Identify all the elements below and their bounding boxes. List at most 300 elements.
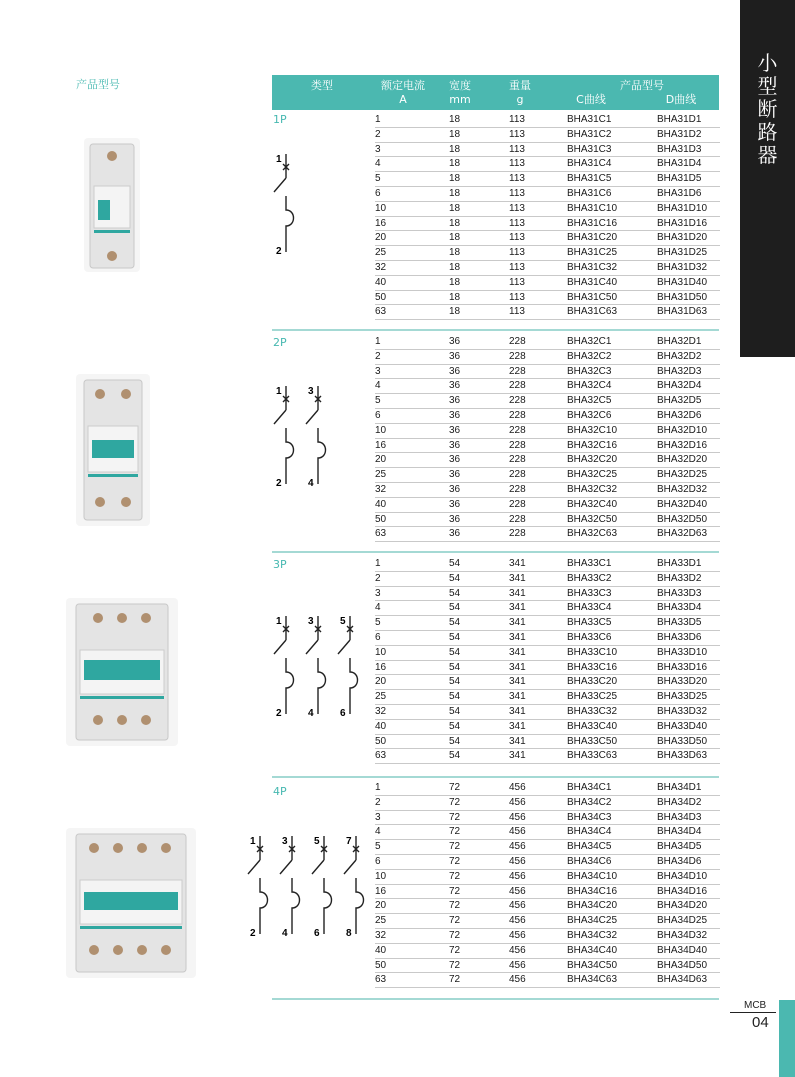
c-curve-model-cell: BHA33C50	[567, 735, 618, 747]
table-row	[375, 291, 720, 306]
c-curve-model-cell: BHA32C50	[567, 513, 618, 525]
group-divider	[272, 329, 719, 331]
breaker-photo-1p	[84, 138, 140, 272]
c-curve-model-cell: BHA34C5	[567, 841, 612, 853]
d-curve-model-cell: BHA32D16	[657, 439, 708, 451]
c-curve-model-cell: BHA33C1	[567, 558, 612, 569]
width-cell: 72	[449, 811, 461, 823]
c-curve-model-cell: BHA33C16	[567, 661, 618, 673]
group-divider	[272, 998, 719, 1000]
weight-cell: 113	[509, 291, 525, 303]
width-cell: 36	[449, 350, 461, 362]
d-curve-model-cell: BHA31D6	[657, 187, 702, 199]
weight-cell: 228	[509, 350, 526, 362]
c-curve-model-cell: BHA32C63	[567, 528, 618, 540]
c-curve-model-cell: BHA31C20	[567, 232, 618, 244]
weight-cell: 228	[509, 365, 526, 377]
terminal-label: 5	[340, 616, 346, 627]
width-cell: 54	[449, 587, 461, 599]
d-curve-model-cell: BHA32D2	[657, 350, 702, 362]
table-row	[375, 749, 720, 764]
d-curve-model-cell: BHA33D5	[657, 617, 702, 629]
rated-current-cell: 3	[375, 587, 381, 599]
width-cell: 54	[449, 602, 461, 614]
width-cell: 36	[449, 528, 461, 540]
terminal-label: 1	[276, 386, 282, 397]
rated-current-cell: 32	[375, 705, 387, 717]
c-curve-model-cell: BHA32C2	[567, 350, 612, 362]
table-row	[375, 453, 720, 468]
c-curve-model-cell: BHA34C40	[567, 944, 618, 956]
c-curve-model-cell: BHA34C2	[567, 796, 612, 808]
rated-current-cell: 25	[375, 469, 387, 481]
rated-current-cell: 63	[375, 528, 387, 540]
d-curve-model-cell: BHA34D32	[657, 929, 708, 941]
side-title-char: 路	[757, 120, 778, 144]
c-curve-model-cell: BHA33C6	[567, 631, 612, 643]
terminal-label: 4	[308, 708, 314, 719]
d-curve-model-cell: BHA32D25	[657, 469, 708, 481]
header-weight-unit: g	[516, 93, 524, 106]
width-cell: 54	[449, 750, 461, 762]
d-curve-model-cell: BHA32D50	[657, 513, 708, 525]
d-curve-model-cell: BHA31D3	[657, 143, 702, 155]
width-cell: 36	[449, 454, 461, 466]
weight-cell: 228	[509, 395, 526, 407]
weight-cell: 456	[509, 959, 526, 971]
d-curve-model-cell: BHA31D1	[657, 114, 702, 125]
weight-cell: 228	[509, 498, 526, 510]
rated-current-cell: 50	[375, 959, 387, 971]
width-cell: 72	[449, 900, 461, 912]
weight-cell: 456	[509, 826, 526, 838]
d-curve-model-cell: BHA34D3	[657, 811, 702, 823]
rated-current-cell: 32	[375, 483, 387, 495]
pole-symbol	[312, 836, 332, 934]
rated-current-cell: 4	[375, 158, 381, 170]
rated-current-cell: 3	[375, 811, 381, 823]
d-curve-model-cell: BHA33D16	[657, 661, 708, 673]
width-cell: 18	[449, 291, 461, 303]
c-curve-model-cell: BHA34C1	[567, 782, 612, 793]
d-curve-model-cell: BHA34D63	[657, 974, 708, 986]
d-curve-model-cell: BHA33D63	[657, 750, 708, 762]
d-curve-model-cell: BHA32D63	[657, 528, 708, 540]
side-title-char: 器	[757, 143, 778, 167]
c-curve-model-cell: BHA31C2	[567, 128, 612, 140]
width-cell: 18	[449, 261, 461, 273]
c-curve-model-cell: BHA31C4	[567, 158, 612, 170]
d-curve-model-cell: BHA33D50	[657, 735, 708, 747]
rated-current-cell: 5	[375, 173, 381, 185]
d-curve-model-cell: BHA32D1	[657, 336, 702, 347]
width-cell: 54	[449, 617, 461, 629]
c-curve-model-cell: BHA34C3	[567, 811, 612, 823]
width-cell: 36	[449, 483, 461, 495]
d-curve-model-cell: BHA32D32	[657, 483, 708, 495]
weight-cell: 456	[509, 915, 526, 927]
table-row	[375, 335, 720, 350]
c-curve-model-cell: BHA32C10	[567, 424, 618, 436]
weight-cell: 228	[509, 424, 526, 436]
weight-cell: 341	[509, 750, 526, 762]
weight-cell: 228	[509, 409, 526, 421]
weight-cell: 113	[509, 232, 525, 244]
weight-cell: 456	[509, 782, 526, 793]
table-row	[375, 899, 720, 914]
d-curve-model-cell: BHA31D10	[657, 202, 708, 214]
table-row	[375, 305, 720, 320]
rated-current-cell: 6	[375, 855, 381, 867]
c-curve-model-cell: BHA34C63	[567, 974, 618, 986]
d-curve-model-cell: BHA33D3	[657, 587, 702, 599]
circuit-diagram-4p	[240, 830, 382, 946]
weight-cell: 341	[509, 602, 526, 614]
d-curve-model-cell: BHA32D6	[657, 409, 702, 421]
width-cell: 72	[449, 915, 461, 927]
rated-current-cell: 4	[375, 826, 381, 838]
weight-cell: 456	[509, 974, 526, 986]
table-row	[375, 661, 720, 676]
table-row	[375, 231, 720, 246]
c-curve-model-cell: BHA31C10	[567, 202, 618, 214]
c-curve-model-cell: BHA33C40	[567, 720, 618, 732]
weight-cell: 228	[509, 469, 526, 481]
pole-symbol	[344, 836, 364, 934]
c-curve-model-cell: BHA31C40	[567, 276, 618, 288]
side-title	[740, 52, 795, 167]
d-curve-model-cell: BHA34D5	[657, 841, 702, 853]
width-cell: 72	[449, 796, 461, 808]
header-width: 宽度	[449, 79, 471, 92]
weight-cell: 113	[509, 187, 525, 199]
rated-current-cell: 3	[375, 143, 381, 155]
rated-current-cell: 6	[375, 409, 381, 421]
width-cell: 36	[449, 469, 461, 481]
c-curve-model-cell: BHA34C4	[567, 826, 612, 838]
table-row	[375, 439, 720, 454]
rated-current-cell: 4	[375, 602, 381, 614]
table-row	[375, 217, 720, 232]
table-row	[375, 379, 720, 394]
c-curve-model-cell: BHA31C3	[567, 143, 612, 155]
side-title-char: 型	[757, 74, 778, 98]
rated-current-cell: 40	[375, 720, 387, 732]
width-cell: 18	[449, 187, 461, 199]
table-row	[375, 796, 720, 811]
rated-current-cell: 16	[375, 217, 387, 229]
weight-cell: 341	[509, 646, 526, 658]
table-row	[375, 498, 720, 513]
terminal-label: 2	[276, 246, 282, 257]
width-cell: 18	[449, 276, 461, 288]
table-row	[375, 601, 720, 616]
c-curve-model-cell: BHA33C25	[567, 691, 618, 703]
rated-current-cell: 20	[375, 454, 387, 466]
weight-cell: 113	[509, 261, 525, 273]
table-row	[375, 572, 720, 587]
table-row	[375, 825, 720, 840]
d-curve-model-cell: BHA32D5	[657, 395, 702, 407]
d-curve-model-cell: BHA34D2	[657, 796, 702, 808]
table-row	[375, 631, 720, 646]
c-curve-model-cell: BHA32C40	[567, 498, 618, 510]
table-row	[375, 811, 720, 826]
d-curve-model-cell: BHA31D4	[657, 158, 702, 170]
c-curve-model-cell: BHA33C3	[567, 587, 612, 599]
width-cell: 18	[449, 128, 461, 140]
table-row	[375, 973, 720, 988]
d-curve-model-cell: BHA34D50	[657, 959, 708, 971]
group-label-2p: 2P	[273, 336, 287, 349]
weight-cell: 456	[509, 841, 526, 853]
rated-current-cell: 10	[375, 424, 387, 436]
weight-cell: 113	[509, 217, 525, 229]
table-row	[375, 929, 720, 944]
d-curve-model-cell: BHA33D25	[657, 691, 708, 703]
rated-current-cell: 4	[375, 380, 381, 392]
table-row	[375, 527, 720, 542]
c-curve-model-cell: BHA32C4	[567, 380, 612, 392]
table-row	[375, 616, 720, 631]
c-curve-model-cell: BHA33C4	[567, 602, 612, 614]
d-curve-model-cell: BHA33D2	[657, 572, 702, 584]
c-curve-model-cell: BHA34C50	[567, 959, 618, 971]
weight-cell: 228	[509, 513, 526, 525]
circuit-diagram-2p	[266, 380, 344, 496]
weight-cell: 113	[509, 173, 525, 185]
weight-cell: 113	[509, 114, 525, 125]
terminal-label: 2	[276, 478, 282, 489]
c-curve-model-cell: BHA32C5	[567, 395, 612, 407]
weight-cell: 456	[509, 811, 526, 823]
table-row	[375, 587, 720, 602]
rated-current-cell: 5	[375, 841, 381, 853]
c-curve-model-cell: BHA34C16	[567, 885, 618, 897]
c-curve-model-cell: BHA33C10	[567, 646, 618, 658]
c-curve-model-cell: BHA34C20	[567, 900, 618, 912]
d-curve-model-cell: BHA33D1	[657, 558, 702, 569]
pole-symbol	[280, 836, 300, 934]
width-cell: 36	[449, 395, 461, 407]
header-model: 产品型号	[620, 79, 664, 92]
weight-cell: 341	[509, 735, 526, 747]
c-curve-model-cell: BHA31C63	[567, 306, 618, 318]
rated-current-cell: 16	[375, 885, 387, 897]
weight-cell: 228	[509, 528, 526, 540]
c-curve-model-cell: BHA32C20	[567, 454, 618, 466]
width-cell: 18	[449, 232, 461, 244]
c-curve-model-cell: BHA33C20	[567, 676, 618, 688]
width-cell: 18	[449, 217, 461, 229]
footer-accent-bar	[779, 1000, 795, 1077]
width-cell: 36	[449, 365, 461, 377]
d-curve-model-cell: BHA31D2	[657, 128, 702, 140]
terminal-label: 8	[346, 928, 352, 939]
terminal-label: 4	[282, 928, 288, 939]
d-curve-model-cell: BHA33D20	[657, 676, 708, 688]
rated-current-cell: 20	[375, 900, 387, 912]
pole-symbol	[338, 616, 358, 714]
width-cell: 54	[449, 691, 461, 703]
terminal-label: 5	[314, 836, 320, 847]
c-curve-model-cell: BHA32C25	[567, 469, 618, 481]
width-cell: 54	[449, 558, 461, 569]
weight-cell: 456	[509, 929, 526, 941]
rated-current-cell: 2	[375, 350, 381, 362]
weight-cell: 113	[509, 128, 525, 140]
weight-cell: 456	[509, 900, 526, 912]
width-cell: 36	[449, 409, 461, 421]
table-row	[375, 870, 720, 885]
rated-current-cell: 50	[375, 291, 387, 303]
rated-current-cell: 20	[375, 232, 387, 244]
pole-symbol	[306, 386, 326, 484]
d-curve-model-cell: BHA31D20	[657, 232, 708, 244]
table-row	[375, 172, 720, 187]
width-cell: 18	[449, 202, 461, 214]
weight-cell: 341	[509, 587, 526, 599]
d-curve-model-cell: BHA33D10	[657, 646, 708, 658]
width-cell: 54	[449, 631, 461, 643]
c-curve-model-cell: BHA31C25	[567, 247, 618, 259]
c-curve-model-cell: BHA31C5	[567, 173, 612, 185]
header-d-curve: D曲线	[665, 93, 697, 106]
width-cell: 54	[449, 735, 461, 747]
d-curve-model-cell: BHA31D25	[657, 247, 708, 259]
rated-current-cell: 5	[375, 395, 381, 407]
rated-current-cell: 2	[375, 572, 381, 584]
terminal-label: 4	[308, 478, 314, 489]
circuit-diagram-3p	[266, 610, 376, 726]
weight-cell: 456	[509, 870, 526, 882]
width-cell: 54	[449, 646, 461, 658]
d-curve-model-cell: BHA34D20	[657, 900, 708, 912]
table-row	[375, 840, 720, 855]
d-curve-model-cell: BHA32D40	[657, 498, 708, 510]
d-curve-model-cell: BHA34D4	[657, 826, 702, 838]
weight-cell: 341	[509, 631, 526, 643]
pole-symbol	[274, 386, 294, 484]
d-curve-model-cell: BHA34D25	[657, 915, 708, 927]
group-divider	[272, 776, 719, 778]
header-type: 类型	[311, 79, 333, 92]
table-row	[375, 855, 720, 870]
table-row	[375, 261, 720, 276]
pole-symbol	[274, 154, 294, 252]
table-row	[375, 720, 720, 735]
d-curve-model-cell: BHA32D4	[657, 380, 702, 392]
width-cell: 72	[449, 841, 461, 853]
rated-current-cell: 63	[375, 974, 387, 986]
rated-current-cell: 16	[375, 439, 387, 451]
table-row	[375, 483, 720, 498]
rated-current-cell: 6	[375, 187, 381, 199]
width-cell: 36	[449, 498, 461, 510]
d-curve-model-cell: BHA31D32	[657, 261, 708, 273]
terminal-label: 3	[308, 616, 314, 627]
d-curve-model-cell: BHA34D16	[657, 885, 708, 897]
weight-cell: 456	[509, 796, 526, 808]
table-row	[375, 557, 720, 572]
c-curve-model-cell: BHA32C3	[567, 365, 612, 377]
terminal-label: 2	[276, 708, 282, 719]
table-row	[375, 276, 720, 291]
width-cell: 18	[449, 173, 461, 185]
width-cell: 54	[449, 705, 461, 717]
rated-current-cell: 5	[375, 617, 381, 629]
rated-current-cell: 63	[375, 306, 387, 318]
width-cell: 36	[449, 380, 461, 392]
width-cell: 18	[449, 114, 461, 125]
rated-current-cell: 2	[375, 128, 381, 140]
table-row	[375, 350, 720, 365]
footer-section: MCB	[744, 1000, 767, 1011]
d-curve-model-cell: BHA33D32	[657, 705, 708, 717]
table-row	[375, 959, 720, 974]
table-row	[375, 690, 720, 705]
terminal-label: 7	[346, 836, 352, 847]
width-cell: 72	[449, 974, 461, 986]
width-cell: 72	[449, 782, 461, 793]
terminal-label: 1	[276, 154, 282, 165]
rated-current-cell: 32	[375, 261, 387, 273]
terminal-label: 6	[314, 928, 320, 939]
breaker-photo-4p	[66, 828, 196, 978]
breaker-photo-3p	[66, 598, 178, 746]
table-header	[272, 75, 719, 110]
width-cell: 72	[449, 944, 461, 956]
width-cell: 72	[449, 826, 461, 838]
table-row	[375, 394, 720, 409]
weight-cell: 228	[509, 439, 526, 451]
header-current-unit: A	[399, 93, 407, 106]
pole-symbol	[274, 616, 294, 714]
table-row	[375, 128, 720, 143]
group-label-3p: 3P	[273, 558, 287, 571]
weight-cell: 113	[509, 276, 525, 288]
rated-current-cell: 3	[375, 365, 381, 377]
width-cell: 72	[449, 929, 461, 941]
side-title-char: 小	[757, 51, 778, 75]
circuit-diagram-1p	[266, 148, 312, 264]
rated-current-cell: 10	[375, 870, 387, 882]
table-row	[375, 157, 720, 172]
weight-cell: 341	[509, 676, 526, 688]
rated-current-cell: 32	[375, 929, 387, 941]
table-row	[375, 409, 720, 424]
d-curve-model-cell: BHA34D10	[657, 870, 708, 882]
width-cell: 18	[449, 158, 461, 170]
weight-cell: 341	[509, 661, 526, 673]
weight-cell: 113	[509, 158, 525, 170]
c-curve-model-cell: BHA31C32	[567, 261, 618, 273]
weight-cell: 341	[509, 572, 526, 584]
terminal-label: 3	[308, 386, 314, 397]
weight-cell: 456	[509, 944, 526, 956]
weight-cell: 228	[509, 380, 526, 392]
rated-current-cell: 40	[375, 276, 387, 288]
table-row	[375, 885, 720, 900]
width-cell: 18	[449, 143, 461, 155]
d-curve-model-cell: BHA34D6	[657, 855, 702, 867]
d-curve-model-cell: BHA33D4	[657, 602, 702, 614]
rated-current-cell: 10	[375, 202, 387, 214]
rated-current-cell: 1	[375, 558, 381, 569]
table-row	[375, 705, 720, 720]
table-row	[375, 113, 720, 128]
c-curve-model-cell: BHA34C10	[567, 870, 618, 882]
